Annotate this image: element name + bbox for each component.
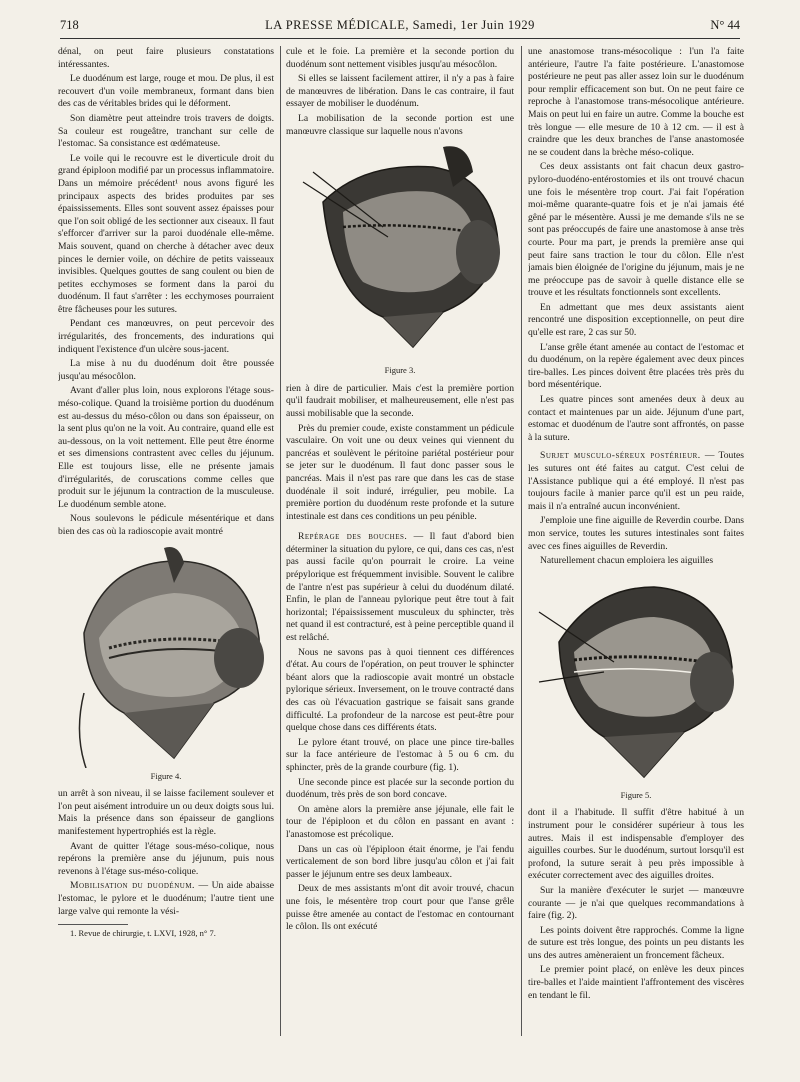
- section-text: — Un aide abaisse l'estomac, le pylore et le duodénum; l'autre tient une large valve qui remonte la vési-: [58, 880, 274, 917]
- section-text: — Il faut d'abord bien déterminer la situation du pylore, ce qui, dans ces cas, n'est pas aussi facile qu'on pourrait le croire. La veine prépylorique est fréquemment invisible. Souvent le calibre de l'antre n'est pas supérieur à celui du duodénum dilaté. Enfin, le plan de l'anneau pylorique peut être tout à fait horizontal; l'épaississement musculeux du sphincter, très net quand il est contracturé, est à peine perceptible quand il est relâché.: [286, 531, 514, 644]
- paragraph: Pendant ces manœuvres, on peut percevoir des irrégularités, des froncements, des indurations qui indiquent l'existence d'un ulcère sous-jacent.: [58, 318, 274, 355]
- paragraph: Deux de mes assistants m'ont dit avoir trouvé, chacun une fois, le mésentère trop court pour que l'anse grêle puisse être amenée au contact de l'estomac en contournant le côlon. Ils ont exécuté: [286, 883, 514, 933]
- paragraph: Le voile qui le recouvre est le diverticule droit du grand épiploon modifié par un processus inflammatoire. Dans un mémoire précédent¹ nous avons figuré les principaux aspects des brides produites par ses épaississements. Elles sont souvent assez épaisses pour que l'on soit obligé de les sectionner aux ciseaux. Il faut s'efforcer d'arriver sur la paroi duodénale elle-même. Mais souvent, quand on cherche à détacher avec deux pinces le dernier voile, on déchire de petits vaisseaux invisibles. Quelques gouttes de sang coulent ou bien de petites ecchymoses se forment dans la paroi du duodénum. Il faut s'arrêter : les ecchymoses pourraient être fâcheuses pour les sutures.: [58, 152, 274, 315]
- surgical-illustration: [64, 543, 269, 768]
- paragraph: [58, 880, 274, 918]
- paragraph: une anastomose trans-mésocolique : l'un l'a faite antérieure, l'autre l'a faite postérieure. L'anastomose postérieure ne peut pas aller assez loin sur le duodénum pour remplir efficacement son but. On ne peut faire ce reproche à l'anastomose trans-mésocolique antérieure. Mais on peut lui en faire un autre. Comme la bouche est très longue — elle mesure de 10 à 12 cm. — il est à craindre que les deux branches de l'anse anastomosée ne se coudent dans la brèche méso-colique.: [528, 46, 744, 158]
- figure-4: [58, 543, 274, 783]
- paragraph: Sur la manière d'exécuter le surjet — manœuvre courante — je n'ai que quelques recommandations à faire (fig. 2).: [528, 884, 744, 922]
- column-divider: [521, 46, 522, 1036]
- paragraph: La mobilisation de la seconde portion est une manœuvre classique sur laquelle nous n'avons: [286, 112, 514, 137]
- column-divider: [280, 46, 281, 1036]
- paragraph: Ces deux assistants ont fait chacun deux gastro-pyloro-duodéno-entérostomies et ils ont trouvé chacun une fois le mésentère trop court. J'ai fait l'opération moi-même quarante-quatre fois et je n'ai jamais été gêné par le mésentère. Aussi je me demande s'ils ne se sont pas préoccupés de faire une anastomose à anse très courte. Pour ma part, je prends la première anse qui peut faire sans traction le tour du côlon. Elle n'est jamais bien éloignée de l'origine du jéjunum, mais je ne me préoccupe pas de savoir à quelle distance elle se trouve et les résultats fonctionnels sont excellents.: [528, 161, 744, 299]
- footnote-rule: [58, 924, 128, 925]
- paragraph: Avant de quitter l'étage sous-méso-colique, nous repérons la première anse du jéjunum, puis nous revenons à l'étage sus-méso-colique.: [58, 840, 274, 877]
- figure-caption: Figure 3.: [384, 365, 416, 376]
- section-heading: Repérage des bouches.: [298, 531, 408, 543]
- paragraph: Avant d'aller plus loin, nous explorons l'étage sous-méso-colique. Quand la troisième portion du duodénum est au-dessus du méso-côlon ou dans son épaisseur, on la sent plus qu'on ne la voit. Au contraire, quand elle est au-dessous, on la voit nettement. Elle peut être énorme et ses dimensions contrastent avec celles du jéjunum. Elle est toujours lisse, elle ne présente jamais d'irrégularités, de coruscations comme celles que produit sur le jéjunum la contraction de la musculeuse. Le duodénum semble atone.: [58, 385, 274, 510]
- paragraph: Nous ne savons pas à quoi tiennent ces différences d'état. Au cours de l'opération, on peut trouver le sphincter béant alors que la radioscopie avait montré un obstacle pylorique sérieux. Inversement, on le trouve contracté dans des cas où l'évacuation gastrique se faisait sans grande difficulté. La profondeur de la narcose est peut-être pour quelque chose dans ces différents états.: [286, 646, 514, 734]
- paragraph: Le duodénum est large, rouge et mou. De plus, il est recouvert d'un voile membraneux, formant dans bien des cas de véritables brides qui le déforment.: [58, 73, 274, 110]
- section-heading: Mobilisation du duodénum.: [70, 880, 195, 892]
- paragraph: Une seconde pince est placée sur la seconde portion du duodénum, très près de son bord concave.: [286, 776, 514, 801]
- paragraph: L'anse grêle étant amenée au contact de l'estomac et du duodénum, on la repère également avec deux pinces tire-balles. Les pinces doivent être placées très près du bord mésentérique.: [528, 341, 744, 391]
- figure-caption: Figure 4.: [150, 770, 182, 781]
- paragraph: Les quatre pinces sont amenées deux à deux au contact et maintenues par un aide. Jéjunum d'une part, estomac et duodénum de l'autre sont affrontés, on passe à la suture.: [528, 394, 744, 443]
- issue-number: N° 44: [710, 18, 740, 32]
- figure-caption: Figure 5.: [620, 789, 652, 800]
- paragraph: La mise à nu du duodénum doit être poussée jusqu'au mésocôlon.: [58, 358, 274, 382]
- surgical-illustration: [534, 572, 739, 787]
- figure-3: [286, 142, 514, 377]
- section-text: — Toutes les sutures ont été faites au catgut. C'est celui de l'Assistance publique qui a été employé. Il n'est pas toujours facile à manier parce qu'il est un peu raide, mais il n'a entraîné aucun inconvénient.: [528, 450, 744, 512]
- running-header: [60, 18, 740, 36]
- paragraph: On amène alors la première anse jéjunale, elle fait le tour de l'épiploon et du côlon en passant en avant : l'anastomose est précolique.: [286, 803, 514, 840]
- paragraph: [528, 450, 744, 513]
- column-1: [58, 46, 274, 1046]
- journal-title: LA PRESSE MÉDICALE, Samedi, 1er Juin 1929: [265, 18, 535, 32]
- surgical-illustration: [293, 142, 508, 362]
- paragraph: Son diamètre peut atteindre trois travers de doigts. Sa couleur est rougeâtre, tranchant sur celle de l'estomac. Sa consistance est œdémateuse.: [58, 112, 274, 150]
- paragraph: J'emploie une fine aiguille de Reverdin courbe. Dans mon service, toutes les sutures intestinales sont faites avec ces fines aiguilles de Reverdin.: [528, 515, 744, 552]
- paragraph: dont il a l'habitude. Il suffit d'être habitué à un instrument pour le considérer supérieur à tous les autres. Mais il est indispensable d'employer des aiguilles courbes. Sur le duodénum, surtout lorsqu'il est profond, la suture serait à peu près impossible à exécuter correctement avec des aiguilles droites.: [528, 807, 744, 882]
- paragraph: Dans un cas où l'épiploon était énorme, je l'ai fendu verticalement de son bord libre jusqu'au côlon et j'ai fait passer le jéjunum entre ses deux lambeaux.: [286, 843, 514, 880]
- paragraph: Nous soulevons le pédicule mésentérique et dans bien des cas où la radioscopie avait montré: [58, 513, 274, 537]
- paragraph: Le premier point placé, on enlève les deux pinces tire-balles et l'aide maintient l'affrontement des viscères en tendant le fil.: [528, 964, 744, 1001]
- paragraph: Naturellement chacun emploiera les aiguilles: [540, 555, 714, 567]
- paragraph: dénal, on peut faire plusieurs constatations intéressantes.: [58, 46, 274, 70]
- paragraph: cule et le foie. La première et la seconde portion du duodénum sont nettement visibles jusqu'au mésocôlon.: [286, 46, 514, 70]
- paragraph: [286, 531, 514, 644]
- header-rule: [60, 38, 740, 39]
- page-number: 718: [60, 18, 79, 32]
- paragraph: Près du premier coude, existe constamment un pédicule vasculaire. On voit une ou deux veines qui viennent du pancréas et soulèvent le péritoine pariétal postérieur pour se jeter sur le duodénum. Il faut donc passer sous le pancréas. Mais il n'est pas rare que dans les cas de stase duodénale il soit induré, irrégulier, peu mobile. La première portion du duodénum reste profonde et la suture intestinale est dans ces conditions un peu pénible.: [286, 422, 514, 522]
- footnote: 1. Revue de chirurgie, t. LXVI, 1928, n° 7.: [70, 928, 216, 939]
- section-heading: Surjet musculo-séreux postérieur.: [540, 450, 701, 462]
- paragraph: Les points doivent être rapprochés. Comme la ligne de suture est très longue, des points un peu distants les uns des autres amèneraient un froncement fâcheux.: [528, 924, 744, 961]
- paragraph: un arrêt à son niveau, il se laisse facilement soulever et l'on peut aisément introduire un ou deux doigts sous lui. Mais la présence dans son épaisseur de ganglions manifestement hypertrophiés est la règle.: [58, 788, 274, 837]
- column-3: [528, 46, 744, 1046]
- paragraph: rien à dire de particulier. Mais c'est la première portion qu'il faudrait mobiliser, et malheureusement, elle n'est pas aussi mobilisable que la seconde.: [286, 382, 514, 419]
- column-2: [286, 46, 514, 1046]
- paragraph: Le pylore étant trouvé, on place une pince tire-balles sur la face antérieure de l'estomac à 5 ou 6 cm. du sphincter, près de la grande courbure (fig. 1).: [286, 736, 514, 773]
- paragraph: Si elles se laissent facilement attirer, il n'y a pas à faire de manœuvres de libération. Dans le cas contraire, il faut essayer de mobiliser le duodénum.: [286, 73, 514, 110]
- figure-5: [528, 572, 744, 802]
- paragraph: En admettant que mes deux assistants aient rencontré une disposition exceptionnelle, on peut dire qu'elle est rare, 2 cas sur 50.: [528, 301, 744, 339]
